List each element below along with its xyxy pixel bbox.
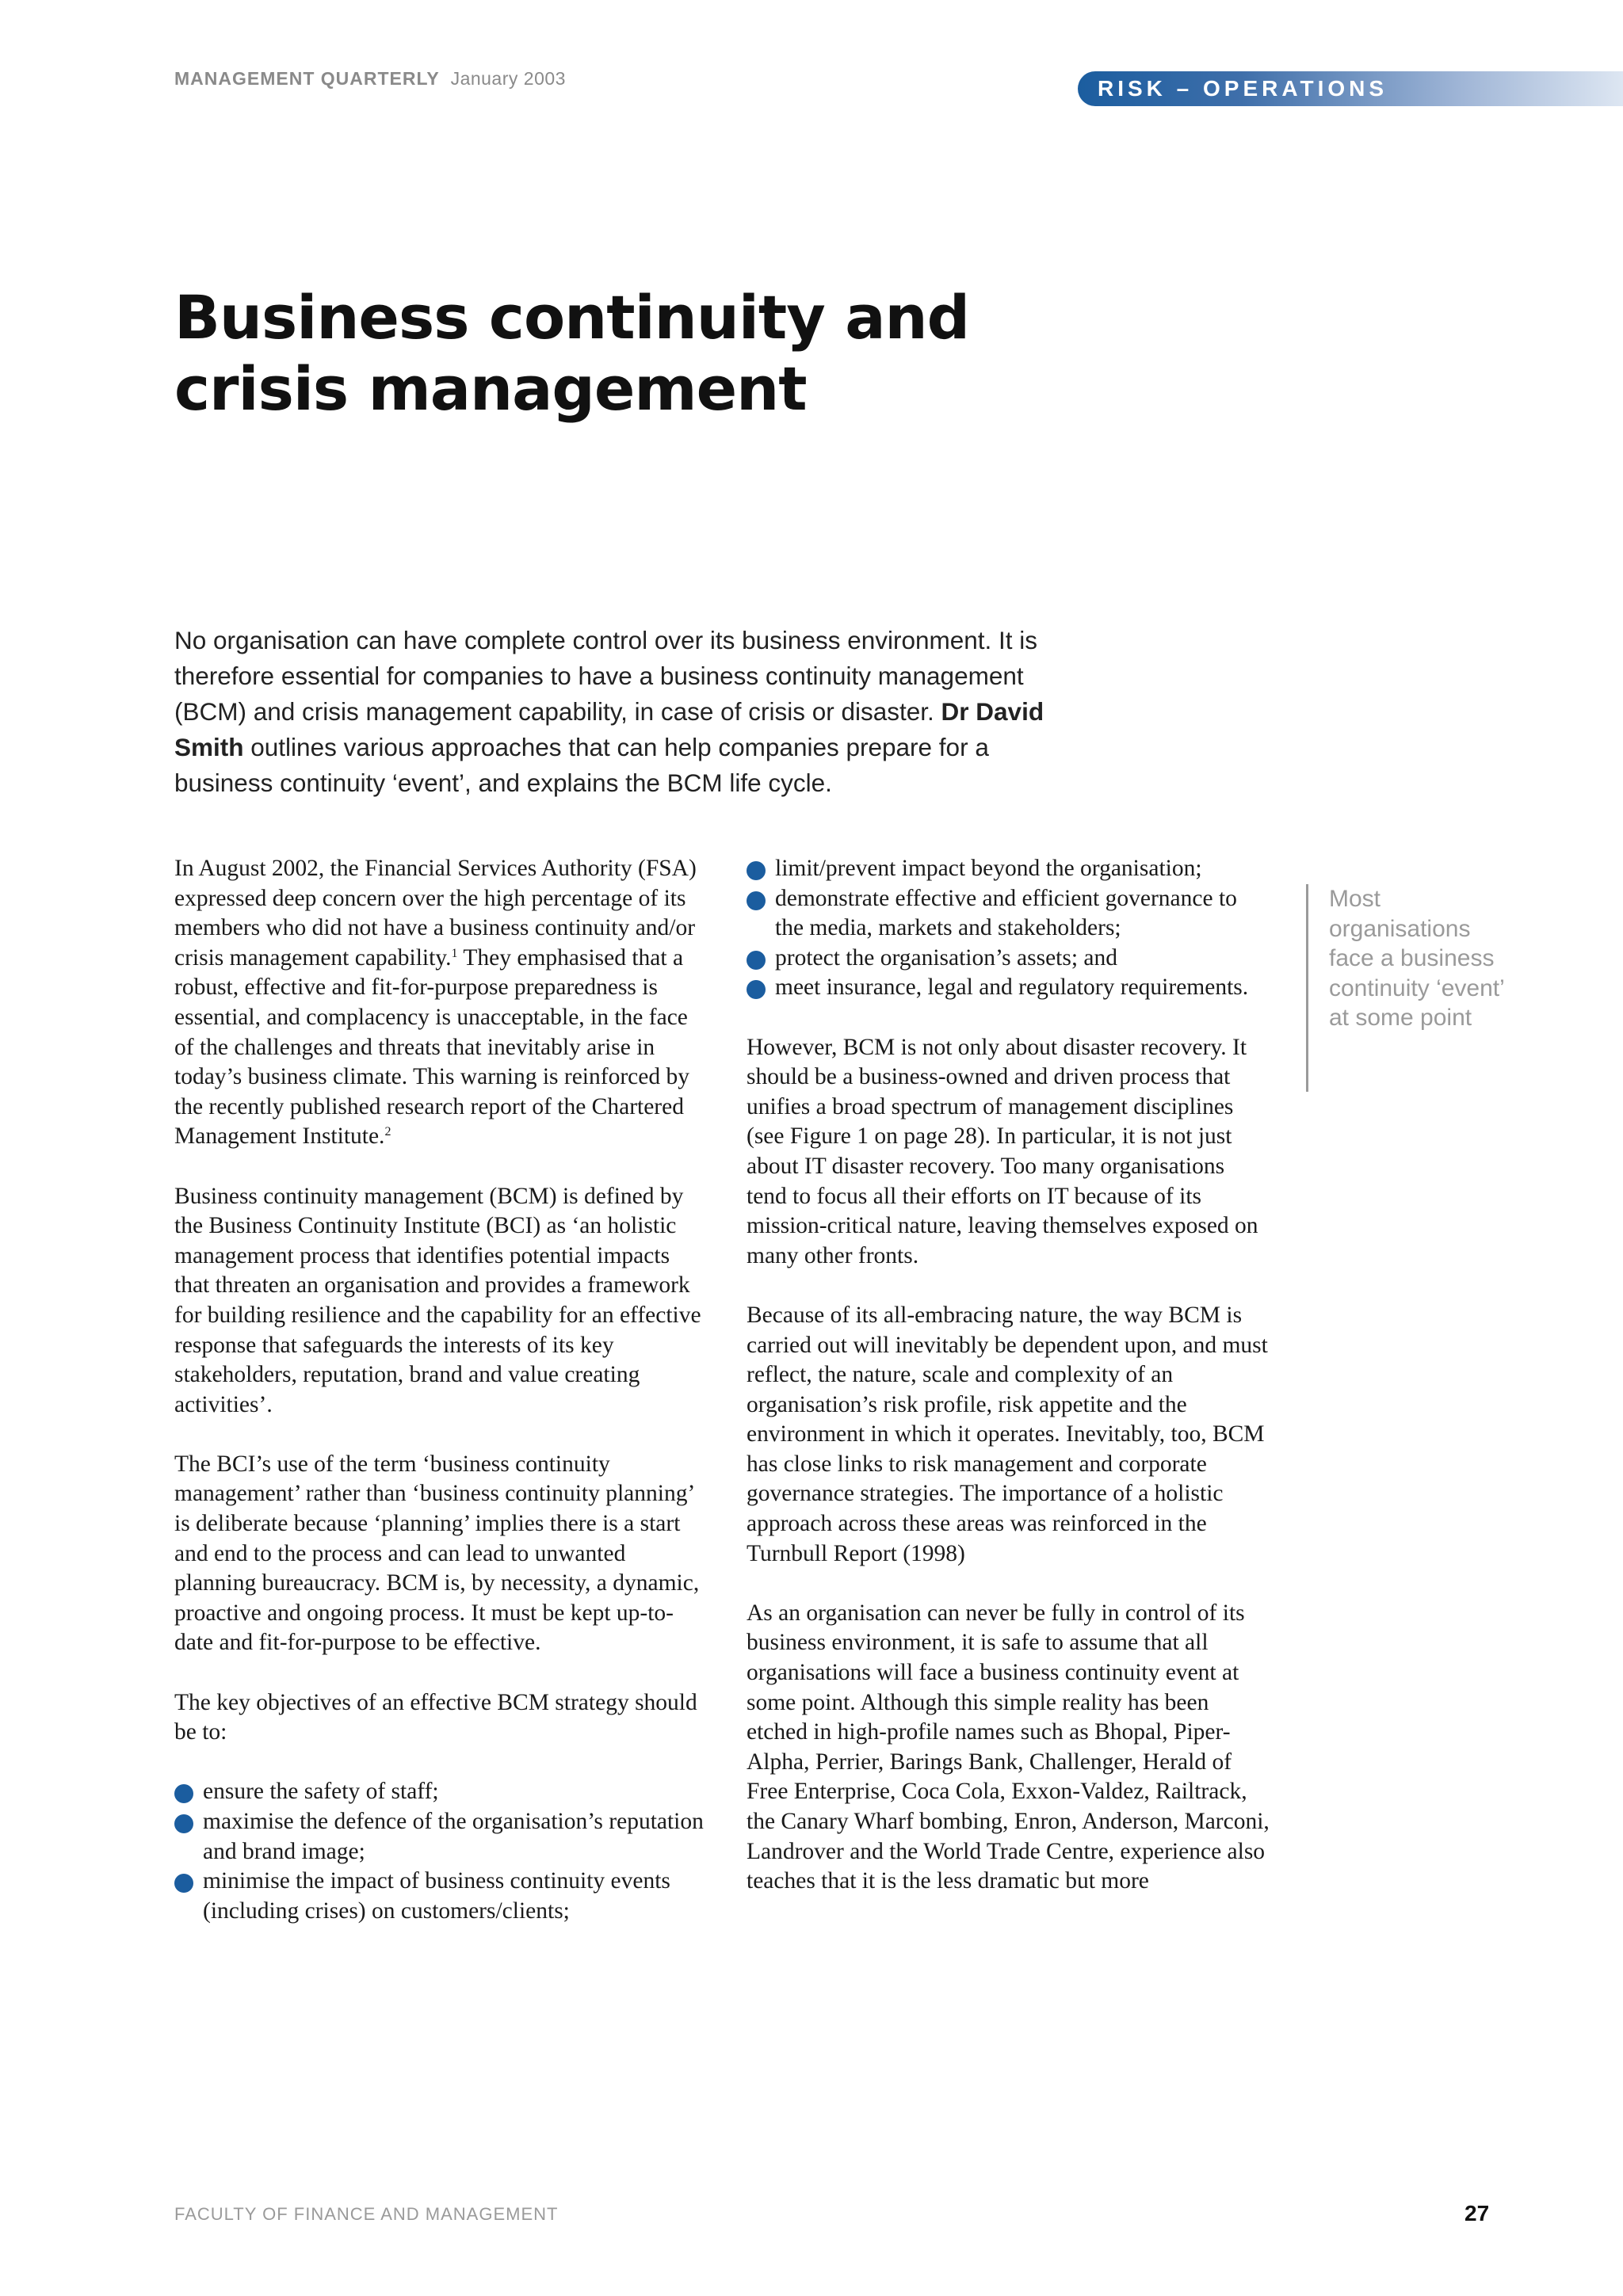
paragraph: However, BCM is not only about disaster recovery. It should be a business-owned and driven process that unifies a broad spectrum of management disciplines (see Figure 1 on page 28). In particular, it is not just about IT disaster recovery. Too many organisations tend to focus all their efforts on IT because of its mission-critical nature, leaving themselves exposed on many other fronts. bbox=[747, 1034, 1258, 1268]
list-item-text: limit/prevent impact beyond the organisation; bbox=[775, 856, 1202, 881]
publication-name: MANAGEMENT QUARTERLY bbox=[174, 68, 440, 89]
list-item bbox=[747, 854, 1270, 884]
pull-quote: Most organisations face a business continuity ‘event’ at some point bbox=[1306, 884, 1511, 1092]
paragraph bbox=[174, 854, 705, 1152]
list-item bbox=[174, 1867, 705, 1926]
paragraph: The key objectives of an effective BCM strategy should be to: bbox=[174, 1689, 697, 1745]
list-item-text: ensure the safety of staff; bbox=[203, 1779, 439, 1805]
paragraph-text: They emphasised that a robust, effective and fit-for-purpose preparedness is essential, and complacency is unacceptable, in the face of the challenges and threats that inevitably arise in today’s business climate. This warning is reinforced by the recently published research report of the Chartered Management Institute. bbox=[174, 944, 689, 1150]
list-item-text: protect the organisation’s assets; and bbox=[775, 944, 1118, 971]
standfirst-intro: No organisation can have complete control over its business environment. It is therefore essential for companies to have a business continuity management (BCM) and crisis management capability, in case of crisis or disaster. bbox=[174, 626, 1038, 726]
list-item bbox=[174, 1777, 705, 1807]
footnote-ref: 2 bbox=[384, 1125, 391, 1139]
bullet-icon bbox=[174, 1814, 193, 1833]
bullet-icon bbox=[174, 1874, 193, 1893]
bullet-icon bbox=[747, 861, 766, 880]
bullet-icon bbox=[747, 891, 766, 910]
list-item-text: demonstrate effective and efficient governance to the media, markets and stakeholders; bbox=[775, 885, 1237, 941]
list-item bbox=[747, 944, 1270, 974]
author-name: Dr David Smith bbox=[174, 697, 1044, 761]
paragraph: Because of its all-embracing nature, the way BCM is carried out will inevitably be dependent upon, and must reflect, the nature, scale and complexity of an organisation’s risk profile, risk appetite and the environment in which it operates. Inevitably, too, BCM has close links to risk management and corporate governance strategies. The importance of a holistic approach across these areas was reinforced in the Turnbull Report (1998) bbox=[747, 1302, 1268, 1566]
paragraph: Business continuity management (BCM) is defined by the Business Continuity Institute (BCI) as ‘an holistic management process that identifies potential impacts that threaten an organisation and provides a framework for building resilience and the capability for an effective response that safeguards the interests of its key stakeholders, reputation, brand and value creating activities’. bbox=[174, 1183, 701, 1417]
title-line-1: Business continuity and bbox=[174, 282, 970, 353]
article-title bbox=[174, 282, 969, 425]
title-line-2: crisis management bbox=[174, 353, 807, 424]
footnote-ref: 1 bbox=[451, 946, 458, 960]
bullet-icon bbox=[747, 951, 766, 970]
list-item bbox=[747, 973, 1270, 1003]
list-item-text: minimise the impact of business continuity events (including crises) on customers/clients; bbox=[203, 1868, 670, 1924]
paragraph: As an organisation can never be fully in control of its business environment, it is safe to assume that all organisations will face a business continuity event at some point. Although this simple reality has been etched in high-profile names such as Bhopal, Piper-Alpha, Perrier, Barings Bank, Challenger, Herald of Free Enterprise, Coca Cola, Exxon-Valdez, Railtrack, the Canary Wharf bombing, Enron, Anderson, Marconi, Landrover and the World Trade Centre, experience also teaches that it is the less dramatic but more bbox=[747, 1600, 1270, 1894]
masthead bbox=[174, 68, 566, 90]
objectives-list bbox=[174, 1777, 705, 1926]
objectives-list-continued bbox=[747, 854, 1270, 1003]
bullet-icon bbox=[747, 980, 766, 999]
list-item bbox=[747, 884, 1270, 944]
footer-faculty: FACULTY OF FINANCE AND MANAGEMENT bbox=[174, 2204, 559, 2224]
page-number: 27 bbox=[1465, 2201, 1490, 2225]
paragraph-text: In August 2002, the Financial Services Authority (FSA) expressed deep concern over the high percentage of its members who did not have a business continuity and/or crisis management capability. bbox=[174, 856, 697, 971]
section-label: RISK – OPERATIONS bbox=[1098, 76, 1388, 101]
paragraph: The BCI’s use of the term ‘business continuity management’ rather than ‘business continuity planning’ is deliberate because ‘planning’ implies there is a start and end to the process and can lead to unwanted planning bureaucracy. BCM is, by necessity, a dynamic, proactive and ongoing process. It must be kept up-to-date and fit-for-purpose to be effective. bbox=[174, 1451, 700, 1656]
issue-date: January 2003 bbox=[450, 68, 566, 89]
body-column-1 bbox=[174, 854, 705, 1956]
list-item bbox=[174, 1807, 705, 1867]
list-item-text: meet insurance, legal and regulatory requirements. bbox=[775, 974, 1249, 1001]
standfirst-outro: outlines various approaches that can help companies prepare for a business continuity ‘event’, and explains the BCM life cycle. bbox=[174, 733, 989, 797]
bullet-icon bbox=[174, 1784, 193, 1803]
body-column-2 bbox=[747, 854, 1270, 1926]
standfirst bbox=[174, 623, 1078, 801]
list-item-text: maximise the defence of the organisation’s reputation and brand image; bbox=[203, 1809, 704, 1864]
